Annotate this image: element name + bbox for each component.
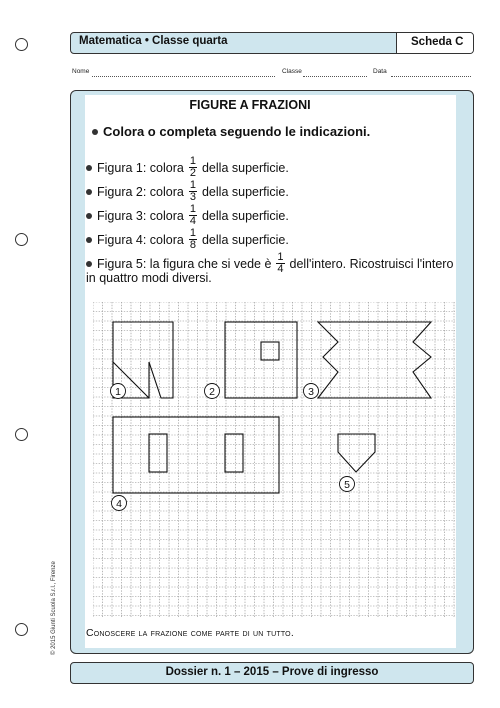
sheet-badge [396, 33, 473, 53]
date-field[interactable] [391, 76, 471, 77]
bullet-icon [86, 213, 92, 219]
instruction [92, 124, 370, 139]
footer-bar [70, 662, 474, 684]
figure-4-inner-rect-left [149, 434, 167, 472]
figure-4-shape[interactable] [113, 417, 279, 493]
fraction: $\frac{1}{4}$ [189, 203, 196, 227]
square-grid [93, 302, 455, 617]
subject-label: Matematica • Classe quarta [79, 35, 228, 47]
class-field[interactable] [303, 76, 367, 77]
name-label: Nome [72, 68, 90, 75]
class-label: Classe [282, 68, 302, 75]
header-bar [70, 32, 474, 54]
figure-number-label: 1 [115, 386, 121, 398]
figure-number-label: 5 [344, 479, 350, 491]
name-field[interactable] [92, 76, 275, 77]
task-text: della superficie. [201, 208, 289, 223]
figure-5-shape[interactable] [338, 434, 375, 472]
task-text: Figura 5: la figura che si vede è [97, 256, 272, 271]
figure-number-label: 4 [116, 498, 122, 510]
task-text: dell'intero. Ricostruisci l'intero [289, 256, 454, 271]
grid-lines [93, 302, 455, 617]
binder-hole-4 [15, 623, 28, 636]
sheet-label: Scheda C [411, 36, 464, 48]
task-text: della superficie. [201, 160, 289, 175]
task-item-5-continued: in quattro modi diversi. [86, 271, 212, 285]
binder-hole-3 [15, 428, 28, 441]
task-text: Figura 2: colora [97, 184, 184, 199]
task-text: Figura 1: colora [97, 160, 184, 175]
bullet-icon [86, 165, 92, 171]
learning-objective: Conoscere la frazione come parte di un tutto. [86, 627, 294, 639]
fraction: $\frac{1}{8}$ [189, 227, 196, 251]
bullet-icon [86, 261, 92, 267]
bullet-icon [86, 189, 92, 195]
task-text: Figura 3: colora [97, 208, 184, 223]
figure-number-label: 2 [209, 386, 215, 398]
worksheet-title: FIGURE A FRAZIONI [189, 98, 311, 112]
task-text: della superficie. [201, 232, 289, 247]
bullet-icon [92, 129, 98, 135]
binder-hole-2 [15, 233, 28, 246]
footer-label: Dossier n. 1 – 2015 – Prove di ingresso [165, 666, 379, 678]
task-text: Figura 4: colora [97, 232, 184, 247]
copyright-notice: © 2015 Giunti Scuola S.r.l., Firenze [51, 561, 57, 655]
bullet-icon [86, 237, 92, 243]
fraction: $\frac{1}{4}$ [277, 251, 284, 275]
date-label: Data [373, 68, 387, 75]
task-item-2 [86, 181, 289, 204]
instruction-text: Colora o completa seguendo le indicazioni. [103, 124, 371, 139]
fraction: $\frac{1}{2}$ [189, 155, 196, 179]
task-item-1 [86, 157, 289, 180]
figure-number-label: 3 [308, 386, 314, 398]
binder-hole-1 [15, 38, 28, 51]
figure-4-inner-rect-right [225, 434, 243, 472]
fraction: $\frac{1}{3}$ [189, 179, 196, 203]
task-item-3 [86, 205, 289, 228]
task-text: della superficie. [201, 184, 289, 199]
figure-3-shape[interactable] [318, 322, 431, 398]
task-item-4 [86, 229, 289, 252]
